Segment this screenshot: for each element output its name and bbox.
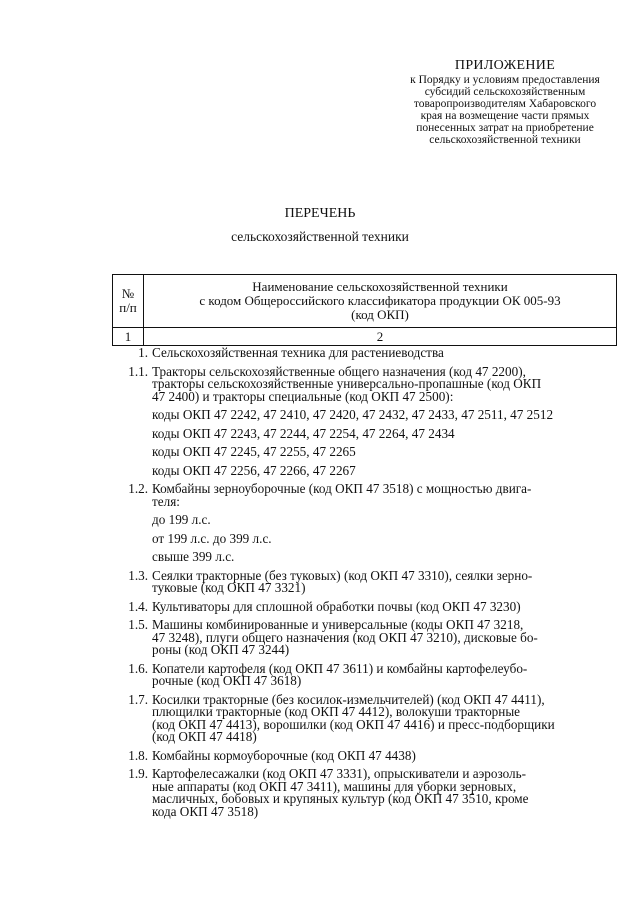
list-item-row: [112, 691, 617, 744]
list-item-text: Комбайны зерноуборочные (код ОКП 47 3518) с мощностью двига- теля:: [152, 481, 532, 509]
list-item-subline: от 199 л.с. до 399 л.с.: [152, 530, 272, 546]
appendix-line: сельскохозяйственной техники: [429, 134, 581, 146]
list-item-text: Картофелесажалки (код ОКП 47 3331), опрыскиватели и аэрозоль- ные аппараты (код ОКП 47 3411), машины для уборки зерновых, масличных, бобовых и крупяных культур (код ОКП 47 3510, кроме кода ОКП 47 3518): [152, 766, 529, 819]
list-item-text: Сеялки тракторные (без туковых) (код ОКП 47 3310), сеялки зерно- туковые (код ОКП 47 3321): [152, 567, 533, 595]
list-item-row: [112, 660, 617, 688]
column-header-name: Наименование сельскохозяйственной техники с кодом Общероссийского классификатора продукции ОК 005-93 (код ОКП): [144, 275, 617, 328]
appendix-line: понесенных затрат на приобретение: [416, 122, 594, 134]
list-item-subline: свыше 399 л.с.: [152, 549, 235, 564]
list-item-subline: коды ОКП 47 2243, 47 2244, 47 2254, 47 2264, 47 2434: [152, 425, 455, 441]
list-item-text: Тракторы сельскохозяйственные общего назначения (код 47 2200), тракторы сельскохозяйственные универсально-пропашные (код ОКП 47 2400) и тракторы специальные (код ОКП 47 2500):: [152, 363, 542, 404]
appendix-heading: ПРИЛОЖЕНИЕ: [454, 58, 556, 73]
list-item-text: Культиваторы для сплошной обработки почвы (код ОКП 47 3230): [152, 598, 521, 614]
list-item: [112, 598, 617, 614]
column-header-number: № п/п: [113, 275, 144, 328]
appendix-block: [370, 58, 640, 146]
list-item-row: [112, 483, 617, 508]
list-item-text: Копатели картофеля (код ОКП 47 3611) и комбайны картофелеубо- рочные (код ОКП 47 3618): [152, 660, 528, 688]
list-item: [112, 347, 617, 360]
list-item: [112, 619, 617, 657]
list-item-subline: коды ОКП 47 2245, 47 2255, 47 2265: [152, 444, 356, 459]
list-item-subline: коды ОКП 47 2256, 47 2266, 47 2267: [152, 462, 356, 478]
list-item-number: 1.2.: [128, 481, 148, 496]
list-item: [112, 483, 617, 570]
list-item: [112, 747, 617, 763]
list-item-number: 1.4.: [128, 598, 148, 614]
equipment-list: [112, 347, 617, 824]
document-title: ПЕРЕЧЕНЬ: [284, 206, 356, 221]
column-index-1: 1: [113, 328, 144, 346]
list-item-text: Машины комбинированные и универсальные (коды ОКП 47 3218, 47 3248), плуги общего назначения (код ОКП 47 3210), дисковые бо- роны (код ОКП 47 3244): [152, 617, 538, 657]
column-index-2: 2: [144, 328, 617, 346]
list-item-number: 1.5.: [128, 617, 148, 632]
list-item-number: 1.6.: [128, 660, 148, 676]
appendix-line: товаропроизводителям Хабаровского: [413, 98, 597, 110]
list-item-number: 1.1.: [128, 363, 148, 379]
list-item-number: 1.9.: [128, 766, 148, 781]
list-item-number: 1.3.: [128, 567, 148, 583]
list-item-text: Комбайны кормоуборочные (код ОКП 47 4438): [152, 747, 416, 763]
appendix-line: к Порядку и условиям предоставления: [410, 74, 600, 86]
list-item: [112, 567, 617, 595]
appendix-line: края на возмещение части прямых: [420, 110, 590, 122]
list-item-row: [112, 768, 617, 818]
list-item-subline: коды ОКП 47 2242, 47 2410, 47 2420, 47 2432, 47 2433, 47 2511, 47 2512: [152, 407, 554, 422]
list-item-text: Сельскохозяйственная техника для растениеводства: [152, 345, 444, 360]
list-item-row: [112, 567, 617, 595]
appendix-line: субсидий сельскохозяйственным: [424, 86, 586, 98]
list-item: [112, 363, 617, 484]
list-item-number: 1.7.: [128, 691, 148, 707]
list-header-table: [112, 274, 617, 346]
list-item-row: [112, 747, 617, 763]
list-item-row: [112, 598, 617, 614]
list-item: [112, 691, 617, 744]
list-item-number: 1.8.: [128, 747, 148, 763]
list-item-text: Косилки тракторные (без косилок-измельчителей) (код ОКП 47 4411), плющилки тракторные (код ОКП 47 4412), волокуши тракторные (код ОКП 47 4413), ворошилки (код ОКП 47 4416) и пресс-подборщики (код ОКП 47 4418): [152, 691, 555, 744]
list-item-number: 1.: [138, 345, 148, 360]
list-item-row: [112, 363, 617, 404]
list-item-row: [112, 619, 617, 657]
document-subtitle: сельскохозяйственной техники: [231, 229, 409, 244]
list-item-subline: до 199 л.с.: [152, 512, 211, 527]
list-item: [112, 768, 617, 818]
list-item-row: [112, 347, 617, 360]
list-item: [112, 660, 617, 688]
